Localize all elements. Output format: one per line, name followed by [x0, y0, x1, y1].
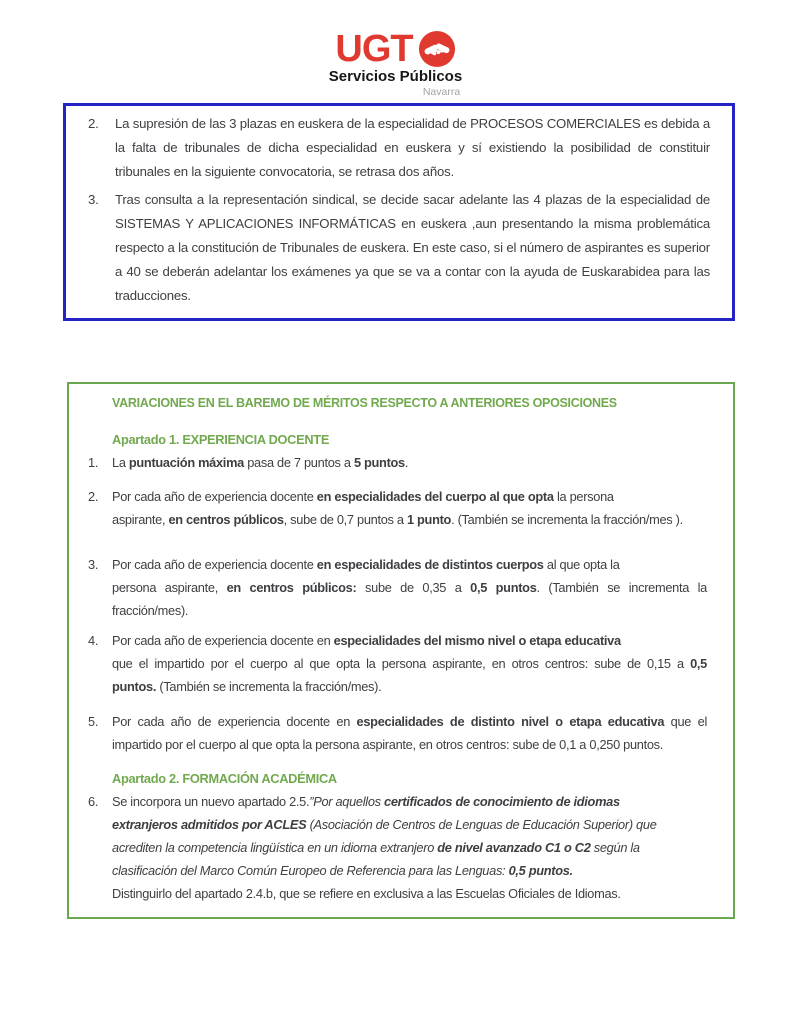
- list-item-3: [88, 188, 710, 308]
- list-item-text: Por cada año de experiencia docente en especialidades de distinto nivel o etapa educativa que el impartido por el cuerpo al que opta la persona aspirante, en otros centros: sube de 0,1 a 0,250 puntos.: [112, 714, 708, 752]
- list-item-number: 3.: [88, 557, 99, 572]
- list-item-text: La supresión de las 3 plazas en euskera de la especialidad de PROCESOS COMERCIALES es debida a la falta de tribunales de dicha especialidad en euskera y sí existiendo la posibilidad de constituir tribunales en la siguiente convocatoria, se retrasa dos años.: [115, 116, 710, 179]
- list-item-text: Por cada año de experiencia docente en especialidades de distintos cuerpos al que opta la persona aspirante, en centros públicos: sube de 0,35 a 0,5 puntos. (También se incrementa la fracción/mes).: [112, 557, 708, 618]
- section-heading-apartado-1: Apartado 1. EXPERIENCIA DOCENTE: [112, 432, 330, 447]
- ugt-logo-text: UGT: [335, 28, 413, 70]
- list-item-text: Por cada año de experiencia docente en especialidades del mismo nivel o etapa educativa que el impartido por el cuerpo al que opta la persona aspirante, en otros centros: sube de 0,15 a 0,5 puntos. (También se incrementa la fracción/mes).: [112, 633, 707, 694]
- ugt-logo-region: Navarra: [422, 86, 461, 98]
- list-item-5: [88, 710, 707, 756]
- list-item-number: 1.: [88, 455, 99, 470]
- blue-note-box: [63, 103, 735, 321]
- list-item-text: Tras consulta a la representación sindical, se decide sacar adelante las 4 plazas de la especialidad de SISTEMAS Y APLICACIONES INFORMÁTICAS en euskera ,aun presentando la misma problemática respecto a la constitución de Tribunales de euskera. En este caso, si el número de aspirantes es superior a 40 se deberán adelantar los exámenes ya que se va a contar con la ayuda de Euskarabidea para las traducciones.: [115, 192, 710, 303]
- list-item-number: 4.: [88, 633, 99, 648]
- list-item-6: [88, 790, 707, 905]
- list-item-number: 2.: [88, 489, 99, 504]
- ugt-logo-row: [329, 30, 462, 68]
- section-heading-apartado-2: Apartado 2. FORMACIÓN ACADÉMICA: [112, 771, 337, 786]
- list-item-2: [88, 112, 710, 184]
- list-item-text: La puntuación máxima pasa de 7 puntos a 5 puntos.: [112, 455, 409, 470]
- handshake-icon: [418, 30, 456, 68]
- ugt-logo: [329, 30, 462, 99]
- list-item-number: 5.: [88, 714, 99, 729]
- list-item-number: 3.: [88, 192, 99, 207]
- ugt-logo-subtitle: Servicios Públicos: [328, 68, 463, 85]
- list-item-text: Se incorpora un nuevo apartado 2.5.”Por aquellos certificados de conocimiento de idiomas extranjeros admitidos por ACLES (Asociación de Centros de Lenguas de Educación Superior) que acrediten la competencia lingüística en un idioma extranjero de nivel avanzado C1 o C2 según la clasificación del Marco Común Europeo de Referencia para las Lenguas: 0,5 puntos. Distinguirlo del apartado 2.4.b, que se refiere en exclusiva a las Escuelas Oficiales de Idiomas.: [112, 794, 657, 901]
- list-item-number: 2.: [88, 116, 99, 131]
- green-baremo-box: [67, 382, 735, 919]
- list-item-number: 6.: [88, 794, 99, 809]
- list-item-1: [88, 451, 707, 474]
- list-item-2: [88, 485, 707, 531]
- list-item-text: Por cada año de experiencia docente en especialidades del cuerpo al que opta la persona aspirante, en centros públicos, sube de 0,7 puntos a 1 punto. (También se incrementa la fracción/mes ).: [112, 489, 683, 527]
- baremo-title: VARIACIONES EN EL BAREMO DE MÉRITOS RESPECTO A ANTERIORES OPOSICIONES: [112, 396, 617, 410]
- list-item-4: [88, 629, 707, 698]
- list-item-3: [88, 553, 707, 622]
